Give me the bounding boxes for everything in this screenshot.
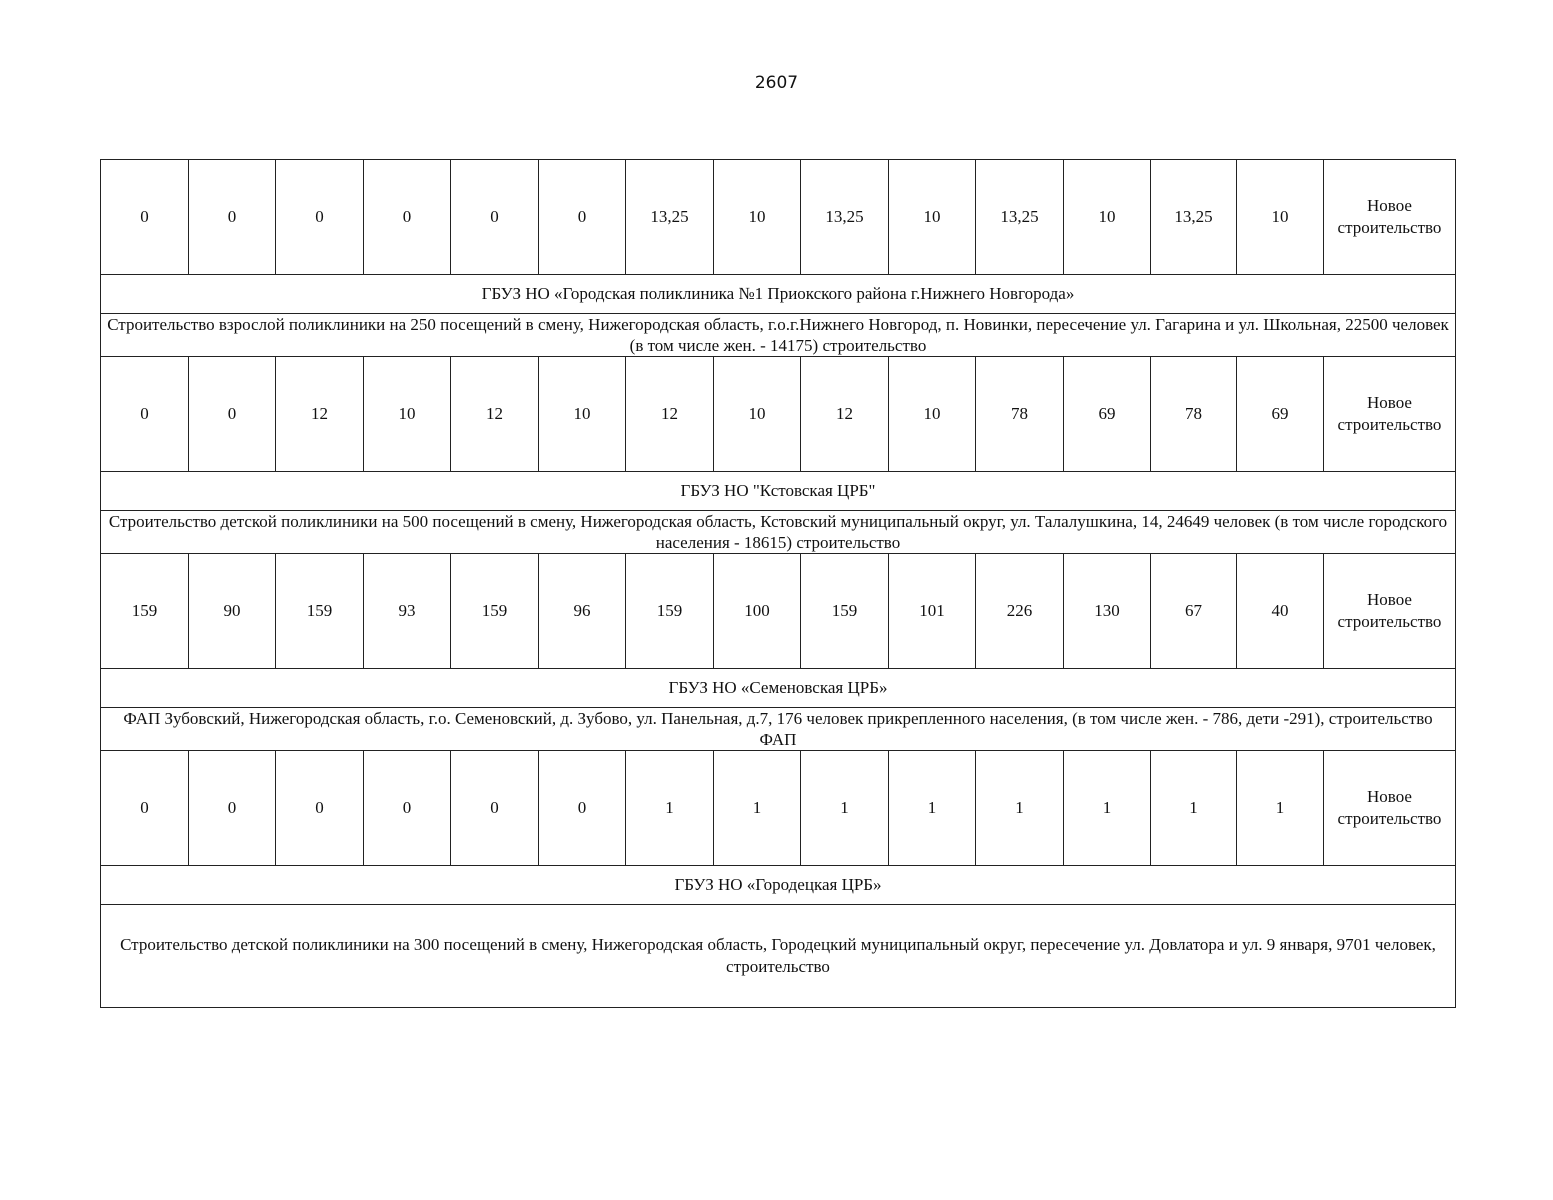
value-cell: 226 [976,554,1064,669]
value-cell: 78 [976,357,1064,472]
value-cell: 0 [189,357,276,472]
value-cell: 96 [539,554,626,669]
value-cell: 0 [189,160,276,275]
document-table [100,159,1456,1008]
value-cell: 10 [714,357,801,472]
organization-name: ГБУЗ НО «Городская поликлиника №1 Приокского района г.Нижнего Новгорода» [101,275,1456,314]
data-row [101,160,1456,275]
value-cell: 40 [1237,554,1324,669]
value-cell: 93 [364,554,451,669]
value-cell: 13,25 [626,160,714,275]
value-cell: 10 [364,357,451,472]
data-row [101,554,1456,669]
value-cell: 0 [276,160,364,275]
value-cell: 10 [889,357,976,472]
organization-row [101,669,1456,708]
project-description-row [101,314,1456,357]
value-cell: 100 [714,554,801,669]
value-cell: 1 [714,751,801,866]
value-cell: 0 [101,160,189,275]
value-cell: 0 [539,751,626,866]
organization-name: ГБУЗ НО «Городецкая ЦРБ» [101,866,1456,905]
value-cell: 69 [1237,357,1324,472]
value-cell: 10 [889,160,976,275]
value-cell: 12 [801,357,889,472]
value-cell: 0 [539,160,626,275]
value-cell: 159 [451,554,539,669]
value-cell: 12 [451,357,539,472]
value-cell: 12 [276,357,364,472]
value-cell: 101 [889,554,976,669]
value-cell: 13,25 [1151,160,1237,275]
value-cell: 0 [451,160,539,275]
value-cell: 12 [626,357,714,472]
project-description: Строительство детской поликлиники на 500 посещений в смену, Нижегородская область, Кстовский муниципальный округ, ул. Талалушкина, 14, 24649 человек (в том числе городского населения - 18615) строительство [101,511,1456,554]
value-cell: 10 [539,357,626,472]
value-cell: 1 [626,751,714,866]
value-cell: 13,25 [801,160,889,275]
value-cell: 90 [189,554,276,669]
table-body [101,160,1456,1008]
value-cell: 1 [889,751,976,866]
value-cell: 10 [1237,160,1324,275]
organization-row [101,472,1456,511]
organization-row [101,275,1456,314]
project-description-row [101,708,1456,751]
status-cell: Новое строительство [1324,751,1456,866]
value-cell: 159 [276,554,364,669]
value-cell: 0 [101,357,189,472]
value-cell: 69 [1064,357,1151,472]
value-cell: 1 [801,751,889,866]
status-cell: Новое строительство [1324,160,1456,275]
value-cell: 0 [101,751,189,866]
value-cell: 0 [189,751,276,866]
organization-name: ГБУЗ НО "Кстовская ЦРБ" [101,472,1456,511]
value-cell: 1 [1064,751,1151,866]
value-cell: 0 [364,160,451,275]
project-description: Строительство взрослой поликлиники на 250 посещений в смену, Нижегородская область, г.о.г.Нижнего Новгород, п. Новинки, пересечение ул. Гагарина и ул. Школьная, 22500 человек (в том числе жен. - 14175) строительство [101,314,1456,357]
value-cell: 1 [976,751,1064,866]
value-cell: 67 [1151,554,1237,669]
status-cell: Новое строительство [1324,554,1456,669]
value-cell: 1 [1237,751,1324,866]
project-description: Строительство детской поликлиники на 300 посещений в смену, Нижегородская область, Городецкий муниципальный округ, пересечение ул. Довлатора и ул. 9 января, 9701 человек, строительство [101,905,1456,1008]
project-description-row [101,905,1456,1008]
project-description: ФАП Зубовский, Нижегородская область, г.о. Семеновский, д. Зубово, ул. Панельная, д.7, 176 человек прикрепленного населения, (в том числе жен. - 786, дети -291), строительство ФАП [101,708,1456,751]
value-cell: 10 [1064,160,1151,275]
organization-name: ГБУЗ НО «Семеновская ЦРБ» [101,669,1456,708]
organization-row [101,866,1456,905]
value-cell: 159 [101,554,189,669]
value-cell: 10 [714,160,801,275]
value-cell: 0 [451,751,539,866]
value-cell: 13,25 [976,160,1064,275]
value-cell: 78 [1151,357,1237,472]
value-cell: 0 [276,751,364,866]
status-cell: Новое строительство [1324,357,1456,472]
value-cell: 1 [1151,751,1237,866]
value-cell: 130 [1064,554,1151,669]
project-description-row [101,511,1456,554]
value-cell: 0 [364,751,451,866]
value-cell: 159 [626,554,714,669]
page-number: 2607 [754,73,799,93]
data-row [101,357,1456,472]
value-cell: 159 [801,554,889,669]
data-row [101,751,1456,866]
